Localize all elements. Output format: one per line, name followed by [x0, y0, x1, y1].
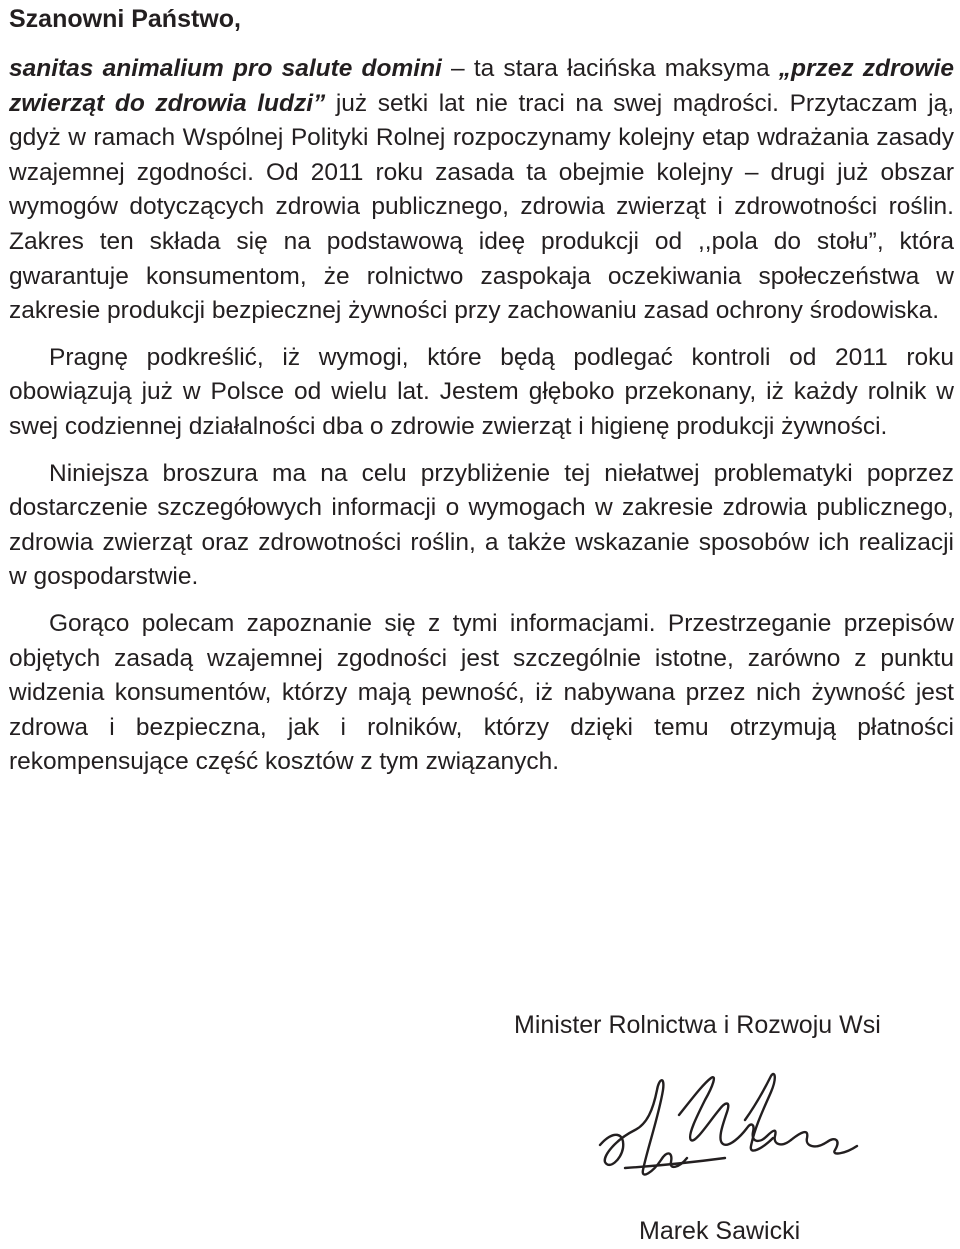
paragraph-1-rest: już setki lat nie traci na swej mądrości. Przytaczam ją, gdyż w ramach Wspólnej Polityki Rolnej rozpoczynamy kolejny etap wdrażania zasady wzajemnej zgodności. Od 2011 roku zasada ta obejmie kolejny – drugi już obszar wymogów dotyczących zdrowia publicznego, zdrowia zwierząt i zdrowotności roślin. Zakres ten składa się na podstawową ideę produkcji od ,,pola do stołu”, która gwarantuje konsumentom, że rolnictwo zaspokaja oczekiwania społeczeństwa w zakresie produkcji bezpiecznej żywności przy zachowaniu zasad ochrony środowiska. [9, 89, 954, 325]
signatory-name: Marek Sawicki [639, 1217, 801, 1245]
motto-dash: – ta stara łacińska maksyma [441, 55, 779, 82]
signatory-role: Minister Rolnictwa i Rozwoju Wsi [514, 1011, 881, 1039]
paragraph-4: Gorąco polecam zapoznanie się z tymi informacjami. Przestrzeganie przepisów objętych zasadą wzajemnej zgodności jest szczególnie istotne, zarówno z punktu widzenia konsumentów, którzy mają pewność, iż nabywana przez nich żywność jest zdrowa i bezpieczna, jak i rolników, którzy dzięki temu otrzymują płatności rekompensujące część kosztów z tym związanych. [9, 609, 954, 776]
latin-motto: sanitas animalium pro salute domini [9, 55, 442, 82]
letter-body [9, 52, 954, 792]
paragraph-2: Pragnę podkreślić, iż wymogi, które będą podlegać kontroli od 2011 roku obowiązują już w Polsce od wielu lat. Jestem głęboko przekonany, iż każdy rolnik w swej codziennej działalności dba o zdrowie zwierząt i higienę produkcji żywności. [9, 343, 954, 440]
motto-translation: „przez zdrowie zwierząt do zdrowia ludzi” [9, 55, 955, 117]
paragraph-1 [9, 52, 954, 329]
handwritten-signature [595, 1070, 865, 1205]
greeting: Szanowni Państwo, [9, 5, 241, 33]
paragraph-3: Niniejsza broszura ma na celu przybliżenie tej niełatwej problematyki poprzez dostarczenie szczegółowych informacji o wymogach w zakresie zdrowia publicznego, zdrowia zwierząt oraz zdrowotności roślin, a także wskazanie sposobów ich realizacji w gospodarstwie. [9, 459, 954, 591]
